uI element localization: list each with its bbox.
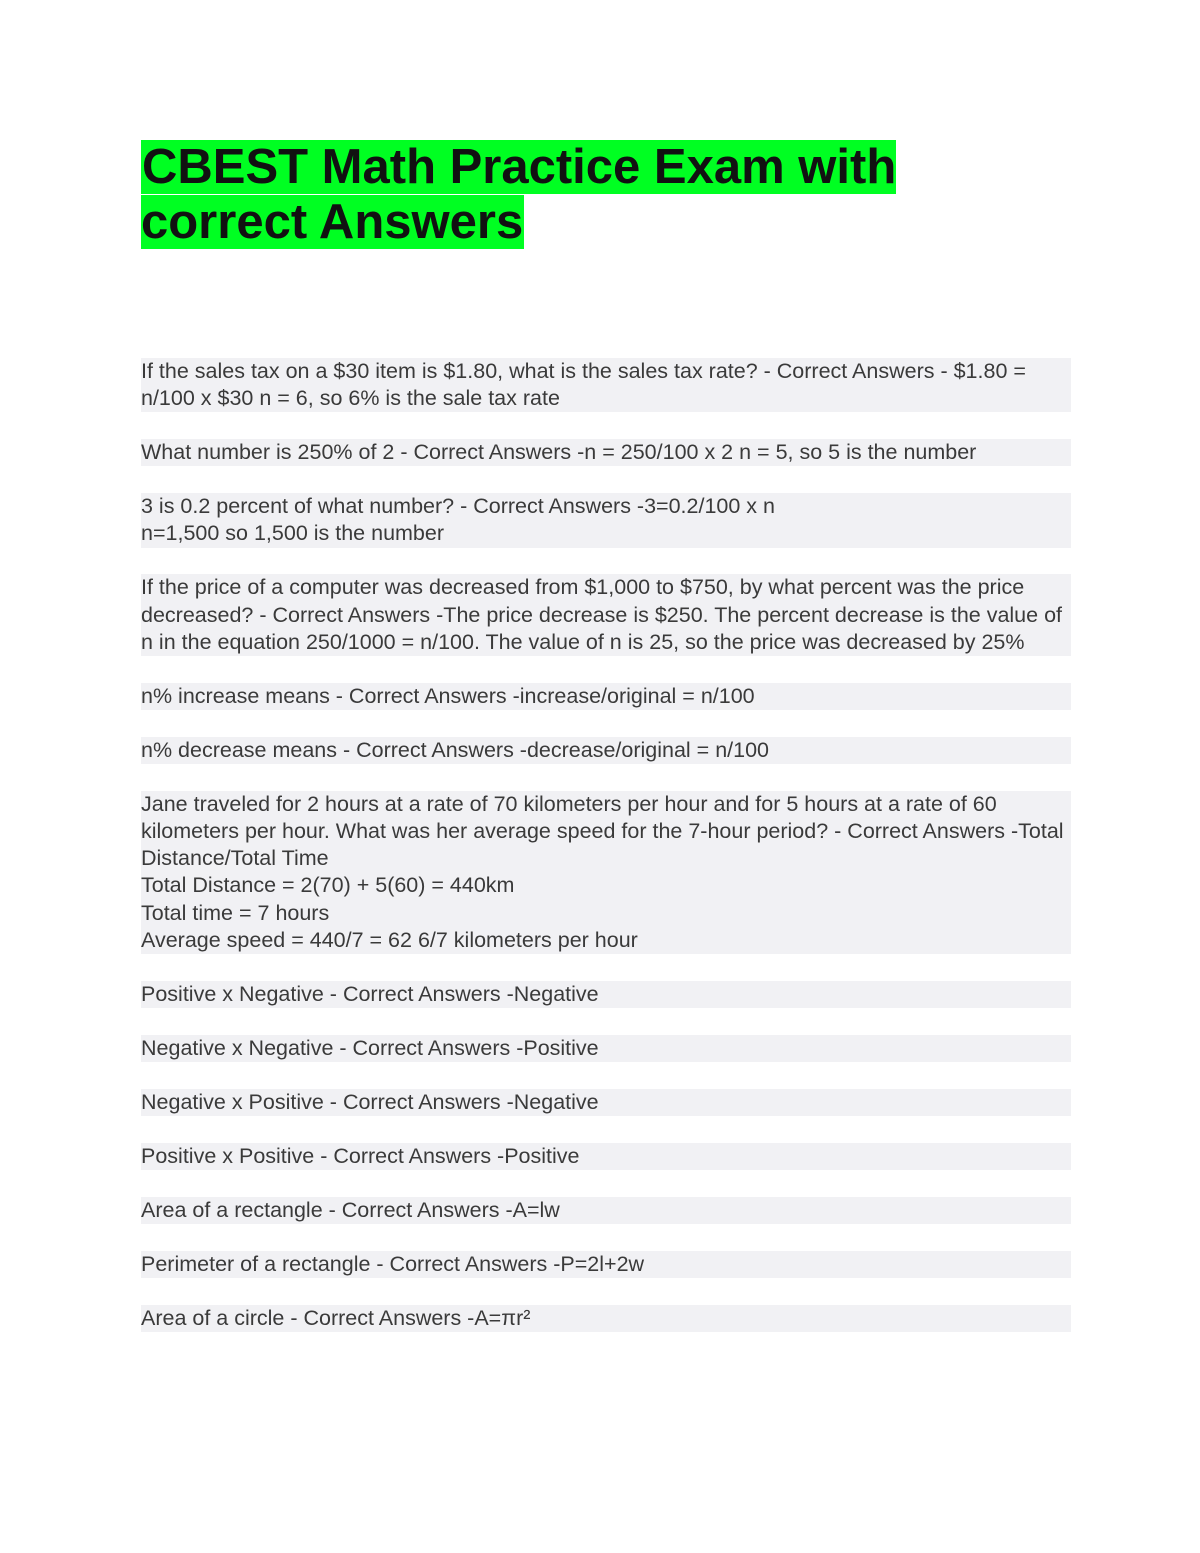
- qa-line: Perimeter of a rectangle - Correct Answers -P=2l+2w: [141, 1251, 1071, 1278]
- qa-list: [141, 358, 1071, 1359]
- qa-line: Positive x Positive - Correct Answers -Positive: [141, 1143, 1071, 1170]
- qa-item: [141, 358, 1071, 412]
- qa-line: n% decrease means - Correct Answers -decrease/original = n/100: [141, 737, 1071, 764]
- qa-item: [141, 1089, 1071, 1116]
- qa-line: n% increase means - Correct Answers -increase/original = n/100: [141, 683, 1071, 710]
- qa-line: What number is 250% of 2 - Correct Answers -n = 250/100 x 2 n = 5, so 5 is the number: [141, 439, 1071, 466]
- qa-item: [141, 683, 1071, 710]
- qa-line: If the sales tax on a $30 item is $1.80, what is the sales tax rate? - Correct Answers - $1.80 = n/100 x $30 n = 6, so 6% is the sale tax rate: [141, 358, 1071, 412]
- qa-line: Average speed = 440/7 = 62 6/7 kilometers per hour: [141, 927, 1071, 954]
- qa-item: [141, 574, 1071, 656]
- qa-line: Total Distance = 2(70) + 5(60) = 440km: [141, 872, 1071, 899]
- qa-item: [141, 981, 1071, 1008]
- qa-line: Area of a circle - Correct Answers -A=πr²: [141, 1305, 1071, 1332]
- qa-item: [141, 1251, 1071, 1278]
- qa-item: [141, 1035, 1071, 1062]
- qa-item: [141, 791, 1071, 954]
- qa-item: [141, 439, 1071, 466]
- qa-item: [141, 1305, 1071, 1332]
- qa-line: Area of a rectangle - Correct Answers -A=lw: [141, 1197, 1071, 1224]
- qa-item: [141, 1143, 1071, 1170]
- document-title: [141, 140, 1061, 250]
- document-title-text: CBEST Math Practice Exam with correct Answers: [141, 140, 897, 249]
- qa-line: If the price of a computer was decreased from $1,000 to $750, by what percent was the price decreased? - Correct Answers -The price decrease is $250. The percent decrease is the value of n in the equation 250/1000 = n/100. The value of n is 25, so the price was decreased by 25%: [141, 574, 1071, 656]
- qa-line: 3 is 0.2 percent of what number? - Correct Answers -3=0.2/100 x n: [141, 493, 1071, 520]
- qa-line: Negative x Negative - Correct Answers -Positive: [141, 1035, 1071, 1062]
- qa-line: n=1,500 so 1,500 is the number: [141, 520, 1071, 547]
- qa-line: Total time = 7 hours: [141, 900, 1071, 927]
- qa-item: [141, 493, 1071, 547]
- qa-line: Jane traveled for 2 hours at a rate of 70 kilometers per hour and for 5 hours at a rate of 60 kilometers per hour. What was her average speed for the 7-hour period? - Correct Answers -Total Distance/Total Time: [141, 791, 1071, 873]
- qa-item: [141, 1197, 1071, 1224]
- qa-line: Positive x Negative - Correct Answers -Negative: [141, 981, 1071, 1008]
- qa-item: [141, 737, 1071, 764]
- qa-line: Negative x Positive - Correct Answers -Negative: [141, 1089, 1071, 1116]
